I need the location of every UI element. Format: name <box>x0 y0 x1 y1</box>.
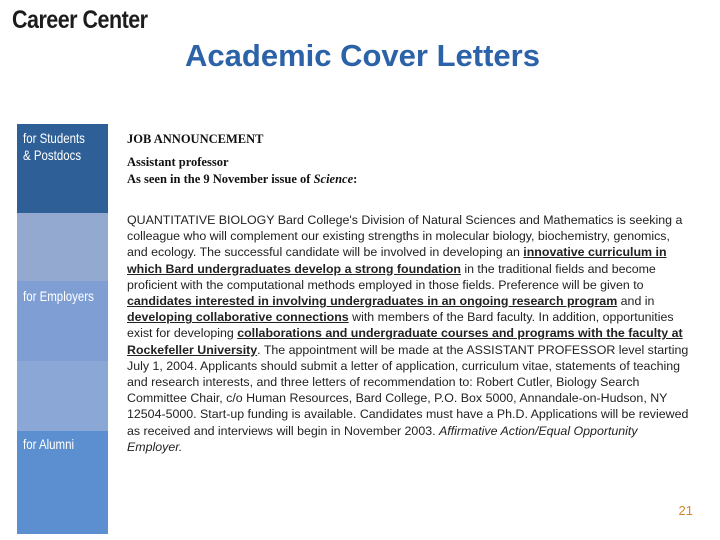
source-suffix: : <box>353 172 358 186</box>
students-label-line1: for Students <box>23 130 85 146</box>
job-announcement-header <box>127 131 597 188</box>
announcement-heading: JOB ANNOUNCEMENT <box>127 132 264 146</box>
highlight-research: candidates interested in involving undergraduates in an ongoing research program <box>127 294 618 309</box>
sidebar-item-employers-label: for Employers <box>23 288 94 304</box>
body-closing: Affirmative Action/Equal Opportunity Employer. <box>127 423 638 454</box>
highlight-rockefeller: collaborations and undergraduate courses and programs with the faculty at Rockefeller University <box>127 326 683 357</box>
page-title: Academic Cover Letters <box>185 38 540 73</box>
sidebar-spacer-1 <box>17 213 108 281</box>
body-text-2: in the traditional fields and become proficient with the computational methods employed in those fields. Preference will be given to <box>127 261 656 292</box>
sidebar-item-students-label <box>23 130 85 164</box>
announcement-source <box>127 171 597 188</box>
highlight-curriculum: innovative curriculum in which Bard undergraduates develop a strong foundation <box>127 245 667 276</box>
announcement-body <box>127 212 693 455</box>
source-prefix: As seen in the 9 November issue of <box>127 172 314 186</box>
sidebar-item-employers[interactable] <box>17 281 108 361</box>
career-center-logo: Career Center <box>12 6 148 34</box>
body-text-3: and in <box>617 294 655 309</box>
announcement-position: Assistant professor <box>127 155 229 169</box>
source-journal: Science <box>313 172 354 186</box>
body-text-5: . The appointment will be made at the ASSISTANT PROFESSOR level starting July 1, 2004. Applicants should submit a letter of application, curriculum vitae, statements of teaching and research interests, and three letters of recommendation to: Robert Cutler, Biology Search Committee Chair, c/o Human Resources, Bard College, P.O. Box 5000, Annandale-on-Hudson, NY 12504-5000. Start-up funding is available. Candidates must have a Ph.D. Applications will be reviewed as received and interviews will begin in November 2003. <box>127 342 689 438</box>
sidebar <box>17 124 108 534</box>
sidebar-spacer-2 <box>17 361 108 431</box>
sidebar-item-students[interactable] <box>17 124 108 213</box>
page-number: 21 <box>678 503 693 518</box>
body-text-4: with members of the Bard faculty. In addition, opportunities exist for developing <box>127 310 674 341</box>
highlight-connections: developing collaborative connections <box>127 310 349 325</box>
sidebar-item-alumni[interactable] <box>17 431 108 534</box>
sidebar-item-alumni-label: for Alumni <box>23 436 75 452</box>
students-label-line2: & Postdocs <box>23 147 82 163</box>
body-text-1: QUANTITATIVE BIOLOGY Bard College's Division of Natural Sciences and Mathematics is seeking a colleague who will complement our existing strengths in molecular biology, biochemistry, genomics, and ecology. The successful candidate will be involved in developing an <box>127 213 683 260</box>
